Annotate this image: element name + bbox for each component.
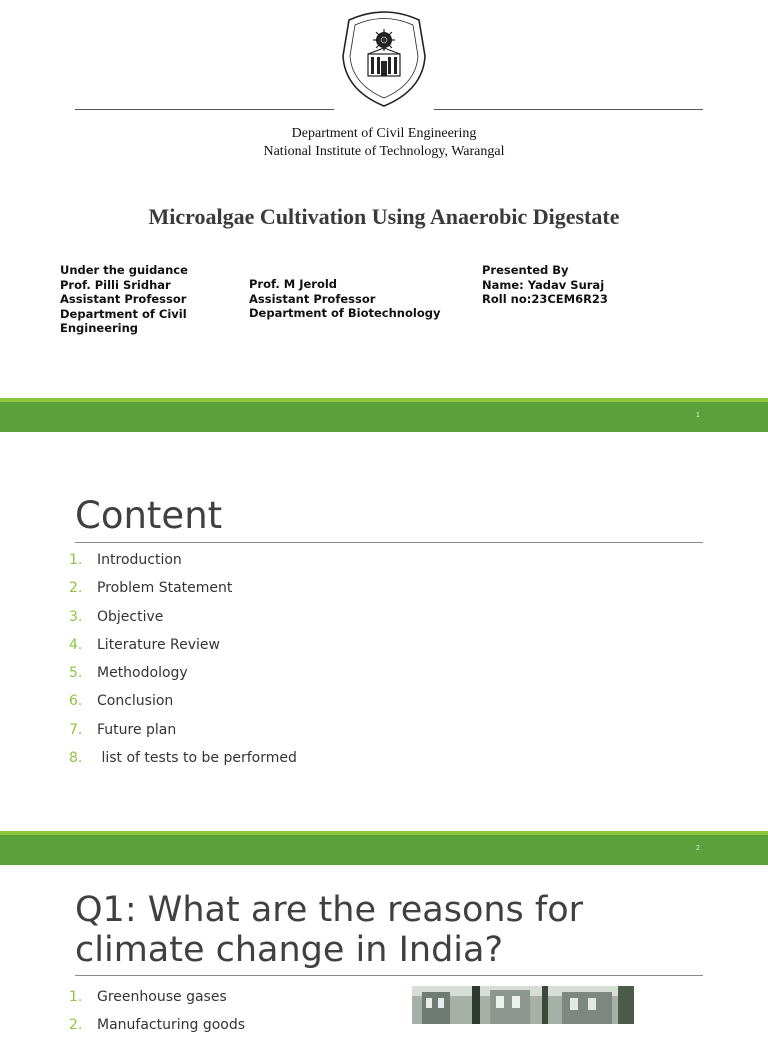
co-guide-line: Assistant Professor — [249, 291, 376, 306]
list-item — [69, 607, 297, 635]
list-number: 1. — [69, 989, 83, 1005]
list-text: Greenhouse gases — [97, 989, 227, 1005]
institute-name: National Institute of Technology, Warangal — [263, 144, 505, 159]
list-item — [69, 663, 297, 691]
list-number: 6. — [69, 693, 83, 710]
title-slide — [0, 0, 768, 400]
list-text: Problem Statement — [97, 580, 233, 597]
question-heading-line: Q1: What are the reasons for — [75, 890, 584, 930]
heading-underline — [75, 542, 703, 543]
co-guide-line: Department of Biotechnology — [249, 306, 441, 320]
list-number: 2. — [69, 580, 83, 597]
list-number: 3. — [69, 608, 83, 625]
list-item — [69, 987, 245, 1015]
heading-underline — [75, 975, 703, 976]
list-text: Conclusion — [97, 693, 174, 710]
list-item — [69, 691, 297, 719]
reasons-list — [69, 987, 245, 1044]
slide-number: 2 — [696, 845, 700, 852]
list-item — [69, 1015, 245, 1043]
guidance-line: Engineering — [60, 321, 139, 335]
presenter-block — [482, 263, 682, 307]
building-photo — [412, 986, 634, 1024]
list-item — [69, 550, 297, 578]
list-text: list of tests to be performed — [97, 750, 297, 767]
slide-number: 1 — [696, 412, 700, 419]
list-item — [69, 578, 297, 606]
list-text: Methodology — [97, 665, 188, 682]
presenter-line: Presented By — [482, 263, 569, 277]
list-text: Introduction — [97, 552, 182, 568]
nit-warangal-logo-icon — [341, 8, 427, 108]
list-number: 5. — [69, 665, 83, 682]
guidance-line: Prof. Pilli Sridhar — [60, 277, 171, 292]
guidance-line: Under the guidance — [60, 263, 188, 277]
presenter-line: Name: Yadav Suraj — [482, 277, 605, 292]
slide-footer-band — [0, 398, 768, 432]
list-text: Objective — [97, 608, 164, 625]
guidance-line: Department of Civil — [60, 306, 187, 321]
footer-stripe — [0, 831, 768, 835]
guidance-line: Assistant Professor — [60, 292, 187, 306]
content-list — [69, 550, 297, 776]
list-number: 2. — [69, 1017, 83, 1034]
header-divider-right — [434, 109, 703, 110]
header-divider-left — [75, 109, 334, 110]
guidance-block — [60, 263, 220, 336]
slide-footer-band — [0, 831, 768, 865]
question-heading-line: climate change in India? — [75, 930, 504, 970]
list-item — [69, 748, 297, 776]
co-guide-line: Prof. M Jerold — [249, 277, 338, 291]
presentation-title: Microalgae Cultivation Using Anaerobic Digestate — [148, 204, 620, 229]
department-name: Department of Civil Engineering — [291, 126, 477, 141]
list-number: 4. — [69, 636, 83, 653]
list-text: Literature Review — [97, 636, 220, 653]
list-number: 8. — [69, 750, 83, 767]
content-heading: Content — [75, 494, 223, 537]
list-number: 7. — [69, 721, 83, 738]
list-text: Future plan — [97, 721, 177, 738]
co-guide-block — [249, 277, 469, 321]
footer-stripe — [0, 398, 768, 402]
list-item — [69, 720, 297, 748]
list-text: Manufacturing goods — [97, 1017, 246, 1034]
presenter-line: Roll no:23CEM6R23 — [482, 292, 608, 306]
list-item — [69, 635, 297, 663]
question-heading — [75, 890, 583, 970]
list-number: 1. — [69, 552, 83, 568]
